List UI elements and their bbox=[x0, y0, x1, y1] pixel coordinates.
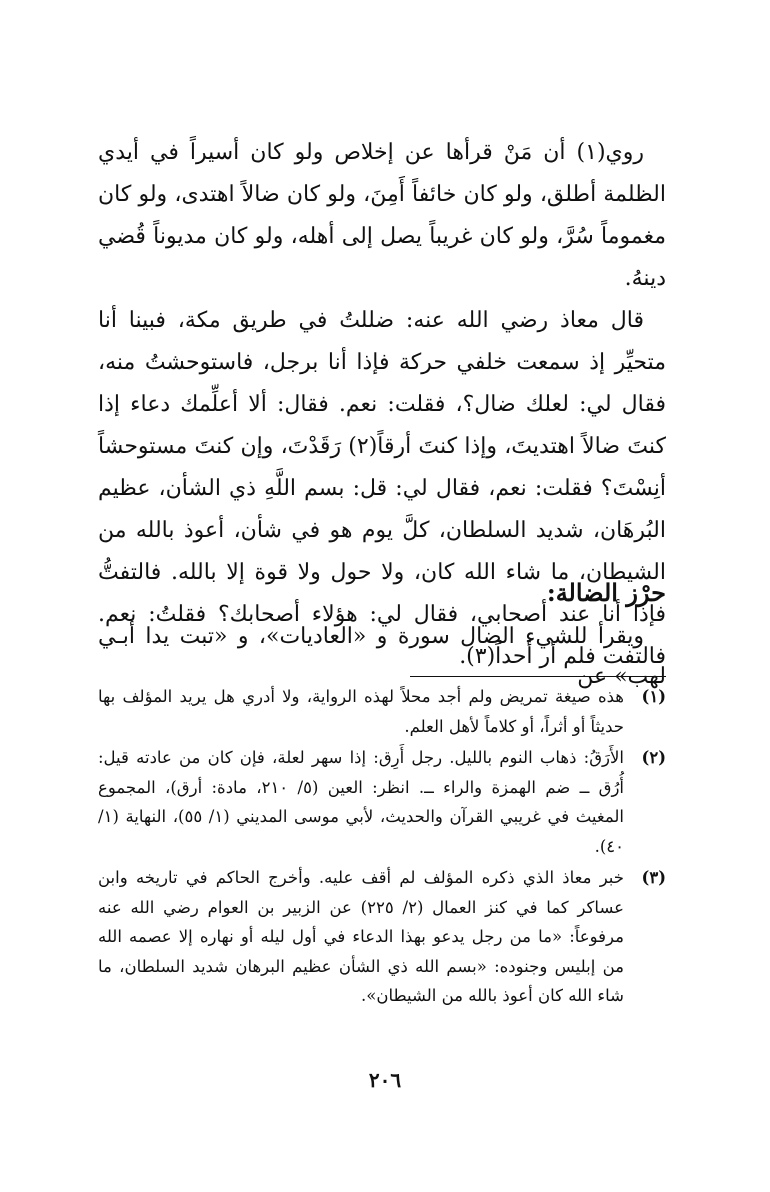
paragraph-after-heading: ويقرأ للشيء الضال سورة و «العاديات»، و «تبت يدا أبـي لهب» عن bbox=[98, 624, 666, 689]
footnote-text: خبر معاذ الذي ذكره المؤلف لم أقف عليه. وأخرج الحاكم في تاريخه وابن عساكر كما في كنز العمال (٢/ ٢٢٥) عن الزبير بن العوام رضي الله عنه مرفوعاً: «ما من رجل يدعو بهذا الدعاء في أول ليله أو نهاره إلا عصمه الله من إبليس وجنوده: «بسم الله ذي الشأن عظيم البرهان شديد السلطان، ما شاء الله كان أعوذ بالله من الشيطان». bbox=[98, 868, 625, 1005]
paragraph-narration: روي(١) أن مَنْ قرأها عن إخلاص ولو كان أسيراً في أيدي الظلمة أطلق، ولو كان خائفاً أَمِنَ، ولو كان ضالاً اهتدى، ولو كان مغموماً سُرَّ، ولو كان غريباً يصل إلى أهله، ولو كان مديوناً قُضي دينهُ. bbox=[98, 140, 666, 291]
footnote bbox=[98, 682, 666, 741]
paragraph-muadh-story: قال معاذ رضي الله عنه: ضللتُ في طريق مكة، فبينا أنا متحيِّر إذ سمعت خلفي حركة فإذا أنا برجل، فاستوحشتُ منه، فقال لي: لعلك ضال؟، فقلت: نعم. فقال: ألا أعلِّمك دعاء إذا كنتَ ضالاً اهتديتَ، وإذا كنتَ أرقاً(٢) رَقَدْتَ، وإن كنتَ مستوحشاً أنِسْتَ؟ فقلت: نعم، فقال لي: قل: بسم اللَّهِ ذي الشأن، عظيم البُرهَان، شديد السلطان، كلَّ يوم هو في شأن، أعوذ بالله من الشيطان، ما شاء الله كان، ولا حول ولا قوة إلا بالله. فالتفتُّ فإذا أنا عند أصحابي، فقال لي: هؤلاء أصحابك؟ فقلتُ: نعم. فالتفت فلم أر أحداً(٣). bbox=[98, 308, 666, 669]
footnotes-section bbox=[98, 682, 666, 1013]
footnote-number: (٣) bbox=[641, 868, 666, 887]
footnote-text: الأَرَقُ: ذهاب النوم بالليل. رجل أَرِق: إذا سهر لعلة، فإن كان من عادته قيل: أُرُق ــ ضم الهمزة والراء ــ. انظر: العين (٥/ ٢١٠، مادة: أرق)، المجموع المغيث في غريبي القرآن والحديث، لأبي موسى المديني (١/ ٥٥)، النهاية (١/ ٤٠). bbox=[98, 748, 625, 856]
footnote-number: (١) bbox=[641, 687, 666, 706]
footnote-text: هذه صيغة تمريض ولم أجد محلاً لهذه الرواية، ولا أدري هل يريد المؤلف بها حديثاً أو أثراً، أو كلاماً لأهل العلم. bbox=[98, 687, 624, 736]
footnote bbox=[98, 743, 666, 861]
footnote-divider bbox=[410, 676, 666, 677]
section-heading: حرْز الضالة: bbox=[546, 578, 666, 607]
footnote-number: (٢) bbox=[641, 748, 666, 767]
page-number: ٢٠٦ bbox=[368, 1068, 402, 1092]
footnote bbox=[98, 863, 666, 1011]
